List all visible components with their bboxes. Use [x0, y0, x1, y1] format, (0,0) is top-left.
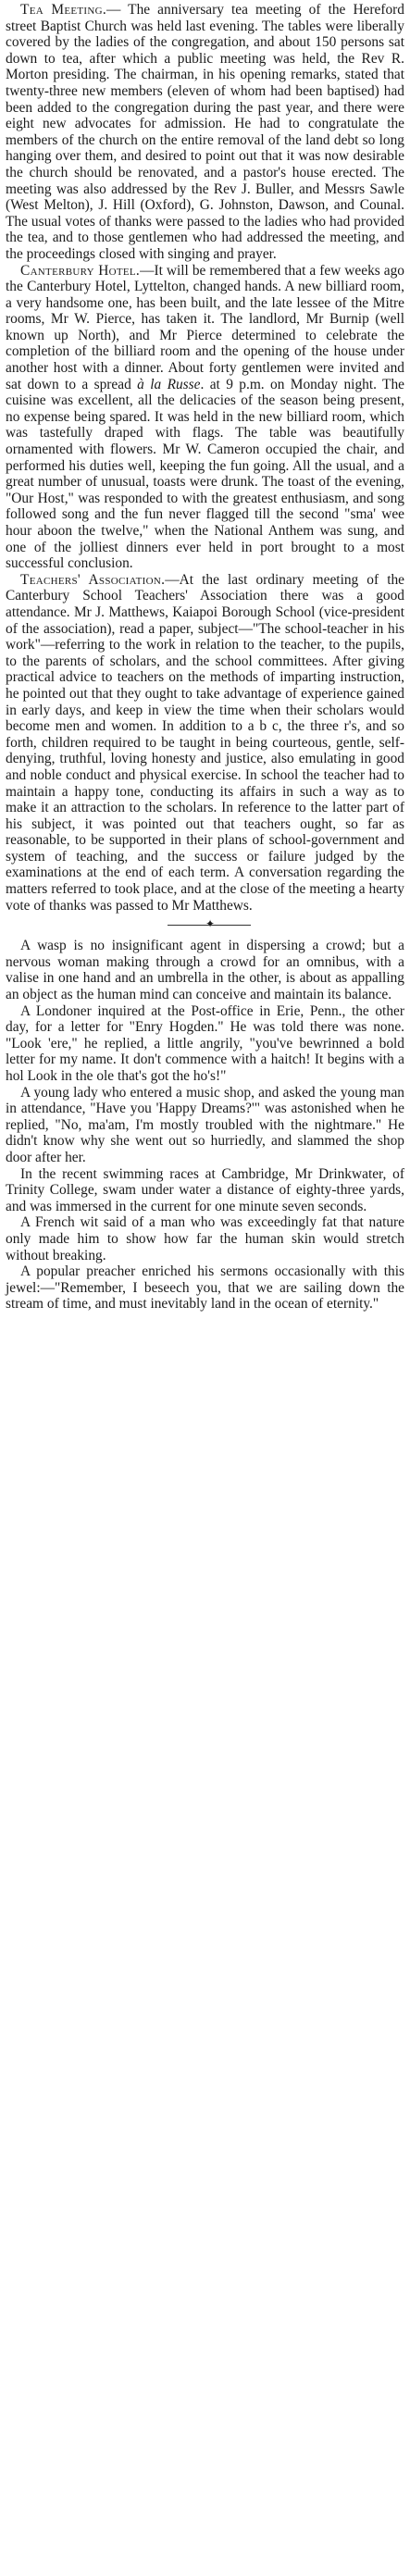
paragraph-music-shop: A young lady who entered a music shop, and asked the young man in attendance, "Have you 'Happy Dreams?'" was astonished when he replied, "No, ma'am, I'm mostly troubled with the nightmare." He didn't know why she went out so hurriedly, and slammed the shop door after her. — [6, 1084, 404, 1165]
paragraph-preacher: A popular preacher enriched his sermons occasionally with this jewel:—"Remember, I beseech you, that we are sailing down the stream of time, and must inevitably land in the ocean of eternity." — [6, 1263, 404, 1313]
paragraph-londoner: A Londoner inquired at the Post-office in Erie, Penn., the other day, for a letter for "Enry Hogden." He was told there was none. "Look 'ere," he replied, a little angrily, "you've bewrinned a bold letter for my name. It don't commence with a haitch! It begins with a hol Look in the ole that's got the ho's!" — [6, 1002, 404, 1084]
section-separator — [6, 914, 404, 938]
canterbury-hotel-body-1: —It will be remembered that a few weeks ago the Canterbury Hotel, Lyttelton, changed hands. A new billiard room, a very handsome one, has been built, and the late lessee of the Mitre rooms, Mr W. Pierce, has taken it. The landlord, Mr Burnip (well known up North), and Mr Pierce determined to celebrate the completion of the billiard room and the opening of the house under another host with a dinner. About forty gentlemen were invited and sat down to a spread — [6, 262, 404, 392]
canterbury-hotel-article — [6, 263, 404, 572]
canterbury-hotel-body-2: . at 9 p.m. on Monday night. The cuisine was excellent, all the delicacies of the season being present, no expense being spared. It was held in the new billiard room, which was tastefully draped with flags. The table was beautifully ornamented with flowers. Mr W. Cameron occupied the chair, and performed his duties well, keeping the fun going. All the usual, and a great number of unusual, toasts were drunk. The toast of the evening, "Our Host," was responded to with the greatest enthusiasm, and song followed song and the fun never flagged till the second "sma' wee hour aboon the twelve," when the National Anthem was sung, and one of the jolliest dinners ever held in port brought to a most successful conclusion. — [6, 376, 404, 572]
tea-meeting-article — [6, 2, 404, 263]
separator-ornament-icon: ✦ — [205, 917, 216, 931]
teachers-association-heading: Teachers' Association. — [20, 571, 166, 588]
canterbury-hotel-italic: à la Russe — [137, 376, 201, 392]
canterbury-hotel-heading: Canterbury Hotel. — [20, 262, 141, 279]
teachers-association-body: —At the last ordinary meeting of the Canterbury School Teachers' Association there was a good attendance. Mr J. Matthews, Kaiapoi Borough School (vice-president of the association), read a paper, subject—"The school-teacher in his work"—referring to the work in relation to the teacher, to the pupils, to the parents of scholars, and the school committees. After giving practical advice to teachers on the methods of imparting instruction, he pointed out that they ought to take advantage of experience gained in early days, and keep in view the time when their scholars would become men and women. In addition to a b c, the three r's, and so forth, children required to be taught in being courteous, gentle, self-denying, truthful, loving honesty and justice, also emulating in good and noble conduct and physical exercise. In school the teacher had to maintain a happy tone, conducting its affairs in such a way as to make it an attraction to the scholars. In reference to the latter part of his subject, it was pointed out that teachers ought, so far as reasonable, to be supported in their plans of school-government and system of teaching, and the success or failure judged by the examinations at the end of each term. A conversation regarding the matters referred to took place, and at the close of the meeting a hearty vote of thanks was passed to Mr Matthews. — [6, 571, 404, 914]
paragraph-swimming: In the recent swimming races at Cambridge, Mr Drinkwater, of Trinity College, swam under water a distance of eighty-three yards, and was immersed in the current for one minute seven seconds. — [6, 1165, 404, 1214]
paragraph-french-wit: A French wit said of a man who was exceedingly fat that nature only made him to show how far the human skin would stretch without breaking. — [6, 1214, 404, 1263]
tea-meeting-body: — The anniversary tea meeting of the Hereford street Baptist Church was held last evening. The tables were liberally covered by the ladies of the congregation, and about 150 persons sat down to tea, after which a public meeting was held, the Rev R. Morton presiding. The chairman, in his opening remarks, stated that twenty-three new members (eleven of whom had been baptised) had been added to the congregation during the past year, and there were eight new advocates for admission. He had to congratulate the members of the church on the entire removal of the land debt so long hanging over them, and desired to point out that it was now desirable the church should be renovated, and a pastor's house erected. The meeting was also addressed by the Rev J. Buller, and Messrs Sawle (West Melton), J. Hill (Oxford), G. Johnston, Dawson, and Counal. The usual votes of thanks were passed to the ladies who had provided the tea, and to those gentlemen who had addressed the meeting, and the proceedings closed with singing and prayer. — [6, 2, 404, 262]
paragraph-wasp: A wasp is no insignificant agent in dispersing a crowd; but a nervous woman making through a crowd for an omnibus, with a valise in one hand and an umbrella in the other, is about as appalling an object as the human mind can conceive and maintain its balance. — [6, 938, 404, 1003]
teachers-association-article — [6, 572, 404, 914]
tea-meeting-heading: Tea Meeting. — [20, 2, 106, 18]
